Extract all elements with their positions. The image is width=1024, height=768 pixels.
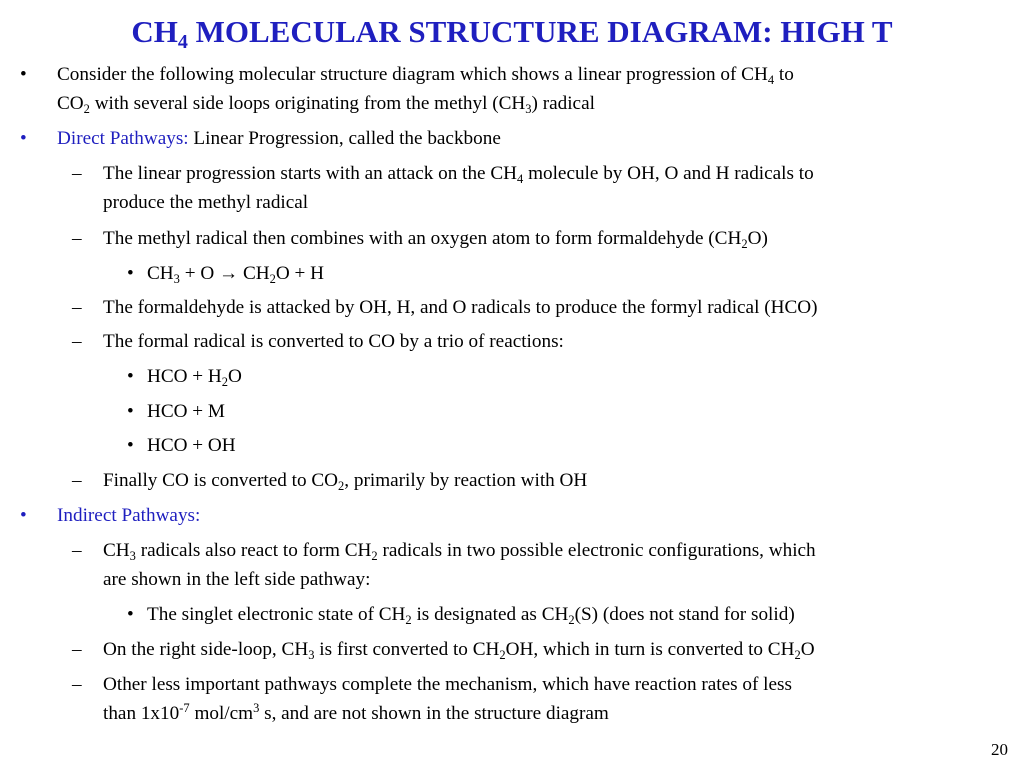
sub-bullet-text: are shown in the left side pathway: bbox=[103, 569, 371, 590]
dash-marker: – bbox=[72, 331, 82, 352]
section-heading: Direct Pathways: bbox=[57, 128, 189, 149]
bullet-marker: • bbox=[127, 401, 134, 422]
reaction-text: HCO + M bbox=[147, 401, 225, 422]
dash-marker: – bbox=[72, 297, 82, 318]
bullet-marker: • bbox=[127, 366, 134, 387]
sub-bullet-text: On the right side-loop, $CH_3$ is first converted to $CH_2OH$, which in turn is converted to $CH_2O$ bbox=[103, 639, 815, 662]
dash-marker: – bbox=[72, 540, 82, 561]
sub-bullet-text: The methyl radical then combines with an oxygen atom to form formaldehyde $(CH_2O)$ bbox=[103, 228, 768, 251]
slide-title: $CH_4$ MOLECULAR STRUCTURE DIAGRAM: HIGH T bbox=[131, 14, 893, 53]
dash-marker: – bbox=[72, 639, 82, 660]
sub-bullet-text: The linear progression starts with an attack on the $CH_4$ molecule by OH, O and H radicals to bbox=[103, 163, 814, 186]
sub-sub-bullet-text: The singlet electronic state of $CH_2$ is designated as $CH_2(S)$ (does not stand for solid) bbox=[147, 604, 795, 627]
sub-bullet-text: produce the methyl radical bbox=[103, 192, 309, 213]
bullet-marker: • bbox=[20, 128, 27, 149]
sub-bullet-text: than $1x10^{-7}$ mol/$cm^3$ s, and are not shown in the structure diagram bbox=[103, 701, 609, 724]
page-number: 20 bbox=[991, 740, 1008, 759]
bullet-text: Direct Pathways: Linear Progression, called the backbone bbox=[57, 128, 501, 149]
bullet-marker: • bbox=[127, 263, 134, 284]
bullet-text: $CO_2$ with several side loops originating from the methyl $(CH_3)$ radical bbox=[57, 93, 595, 116]
dash-marker: – bbox=[72, 470, 82, 491]
sub-bullet-text: $CH_3$ radicals also react to form $CH_2$ radicals in two possible electronic configurations, which bbox=[103, 540, 816, 563]
bullet-marker: • bbox=[20, 505, 27, 526]
reaction-text: HCO + OH bbox=[147, 435, 236, 456]
dash-marker: – bbox=[72, 163, 82, 184]
section-heading: Indirect Pathways: bbox=[57, 505, 201, 526]
reaction-text: HCO + $H_2O$ bbox=[147, 366, 242, 389]
bullet-marker: • bbox=[127, 435, 134, 456]
sub-bullet-text: The formal radical is converted to CO by a trio of reactions: bbox=[103, 331, 564, 352]
bullet-marker: • bbox=[20, 64, 27, 85]
sub-bullet-text: Finally CO is converted to $CO_2$, primarily by reaction with OH bbox=[103, 470, 588, 493]
reaction-text: $CH_3 + O \to CH_2O + H$ bbox=[147, 263, 325, 286]
bullet-marker: • bbox=[127, 604, 134, 625]
dash-marker: – bbox=[72, 674, 82, 695]
dash-marker: – bbox=[72, 228, 82, 249]
sub-bullet-text: The formaldehyde is attacked by OH, H, and O radicals to produce the formyl radical (HCO) bbox=[103, 297, 818, 318]
sub-bullet-text: Other less important pathways complete the mechanism, which have reaction rates of less bbox=[103, 674, 792, 695]
bullet-text: Consider the following molecular structure diagram which shows a linear progression of $CH_4$ to bbox=[57, 64, 794, 87]
